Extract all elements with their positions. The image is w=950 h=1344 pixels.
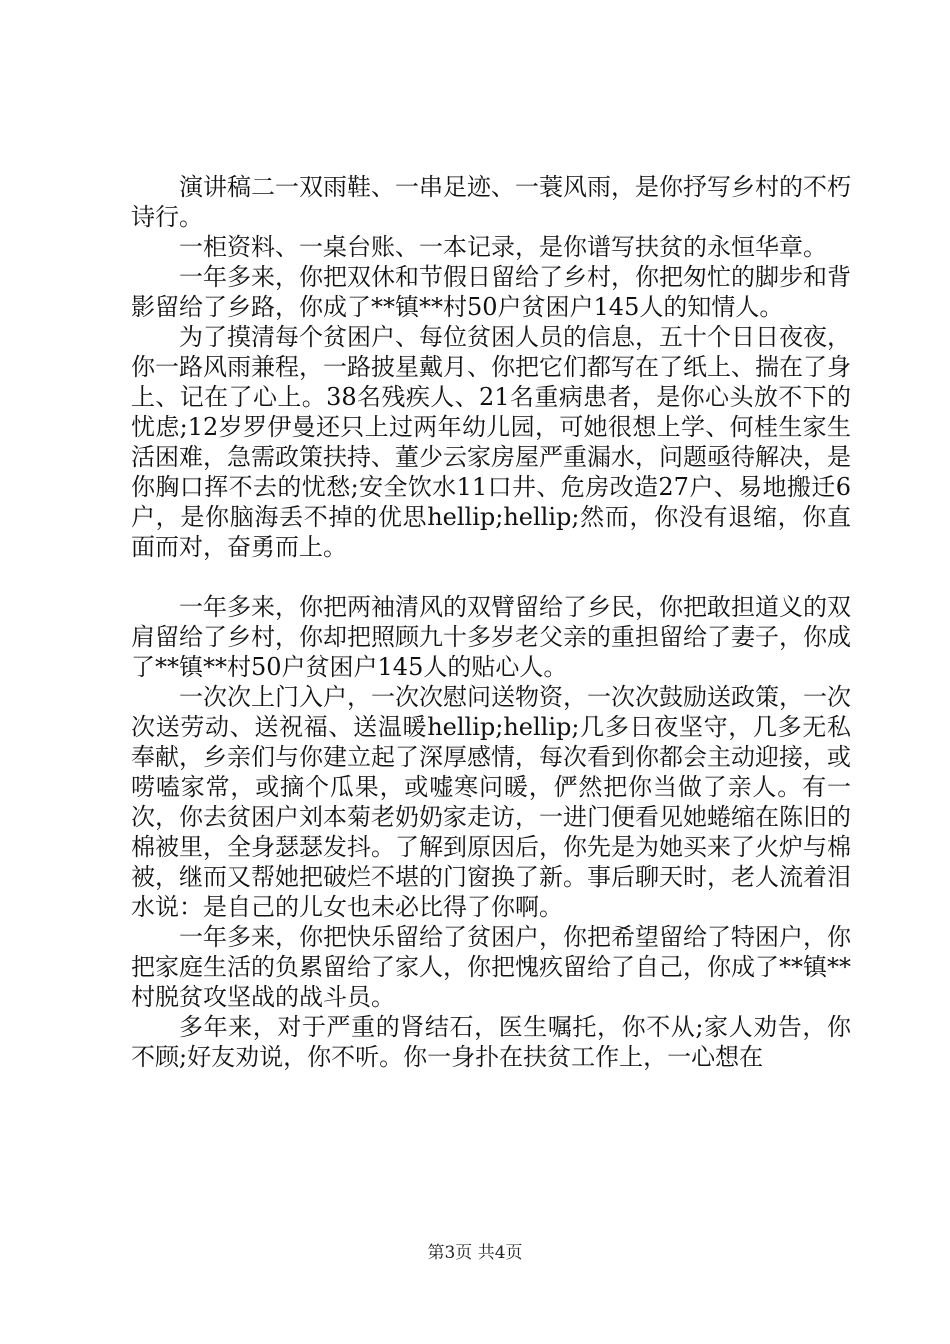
paragraph-7: 一年多来，你把快乐留给了贫困户，你把希望留给了特困户，你把家庭生活的负累留给了家人，你把愧疚留给了自己，你成了**镇**村脱贫攻坚战的战斗员。 xyxy=(131,923,851,1011)
paragraph-4: 为了摸清每个贫困户、每位贫困人员的信息，五十个日日夜夜，你一路风雨兼程，一路披星戴月、你把它们都写在了纸上、揣在了身上、记在了心上。38名残疾人、21名重病患者，是你心头放不下的忧虑;12岁罗伊曼还只上过两年幼儿园，可她很想上学、何桂生家生活困难，急需政策扶持、董少云家房屋严重漏水，问题亟待解决，是你胸口挥不去的忧愁;安全饮水11口井、危房改造27户、易地搬迁6户，是你脑海丢不掉的优思hellip;hellip;然而，你没有退缩，你直面而对，奋勇而上。 xyxy=(131,323,851,561)
paragraph-8: 多年来，对于严重的肾结石，医生嘱托，你不从;家人劝告，你不顾;好友劝说，你不听。你一身扑在扶贫工作上，一心想在 xyxy=(131,1013,851,1071)
paragraph-5: 一年多来，你把两袖清风的双臂留给了乡民，你把敢担道义的双肩留给了乡村，你却把照顾九十多岁老父亲的重担留给了妻子，你成了**镇**村50户贫困户145人的贴心人。 xyxy=(131,593,851,681)
paragraph-3: 一年多来，你把双休和节假日留给了乡村，你把匆忙的脚步和背影留给了乡路，你成了**镇**村50户贫困户145人的知情人。 xyxy=(131,263,851,321)
paragraph-1: 演讲稿二一双雨鞋、一串足迹、一蓑风雨，是你抒写乡村的不朽诗行。 xyxy=(131,173,851,231)
document-body xyxy=(131,172,851,1072)
page-footer: 第3页 共4页 xyxy=(427,1243,523,1263)
paragraph-6: 一次次上门入户，一次次慰问送物资，一次次鼓励送政策，一次次送劳动、送祝福、送温暖hellip;hellip;几多日夜坚守，几多无私奉献，乡亲们与你建立起了深厚感情，每次看到你都会主动迎接，或唠嗑家常，或摘个瓜果，或嘘寒问暖，俨然把你当做了亲人。有一次，你去贫困户刘本菊老奶奶家走访，一进门便看见她蜷缩在陈旧的棉被里，全身瑟瑟发抖。了解到原因后，你先是为她买来了火炉与棉被，继而又帮她把破烂不堪的门窗换了新。事后聊天时，老人流着泪水说：是自己的儿女也未必比得了你啊。 xyxy=(131,683,851,921)
paragraph-2: 一柜资料、一桌台账、一本记录，是你谱写扶贫的永恒华章。 xyxy=(179,233,827,261)
